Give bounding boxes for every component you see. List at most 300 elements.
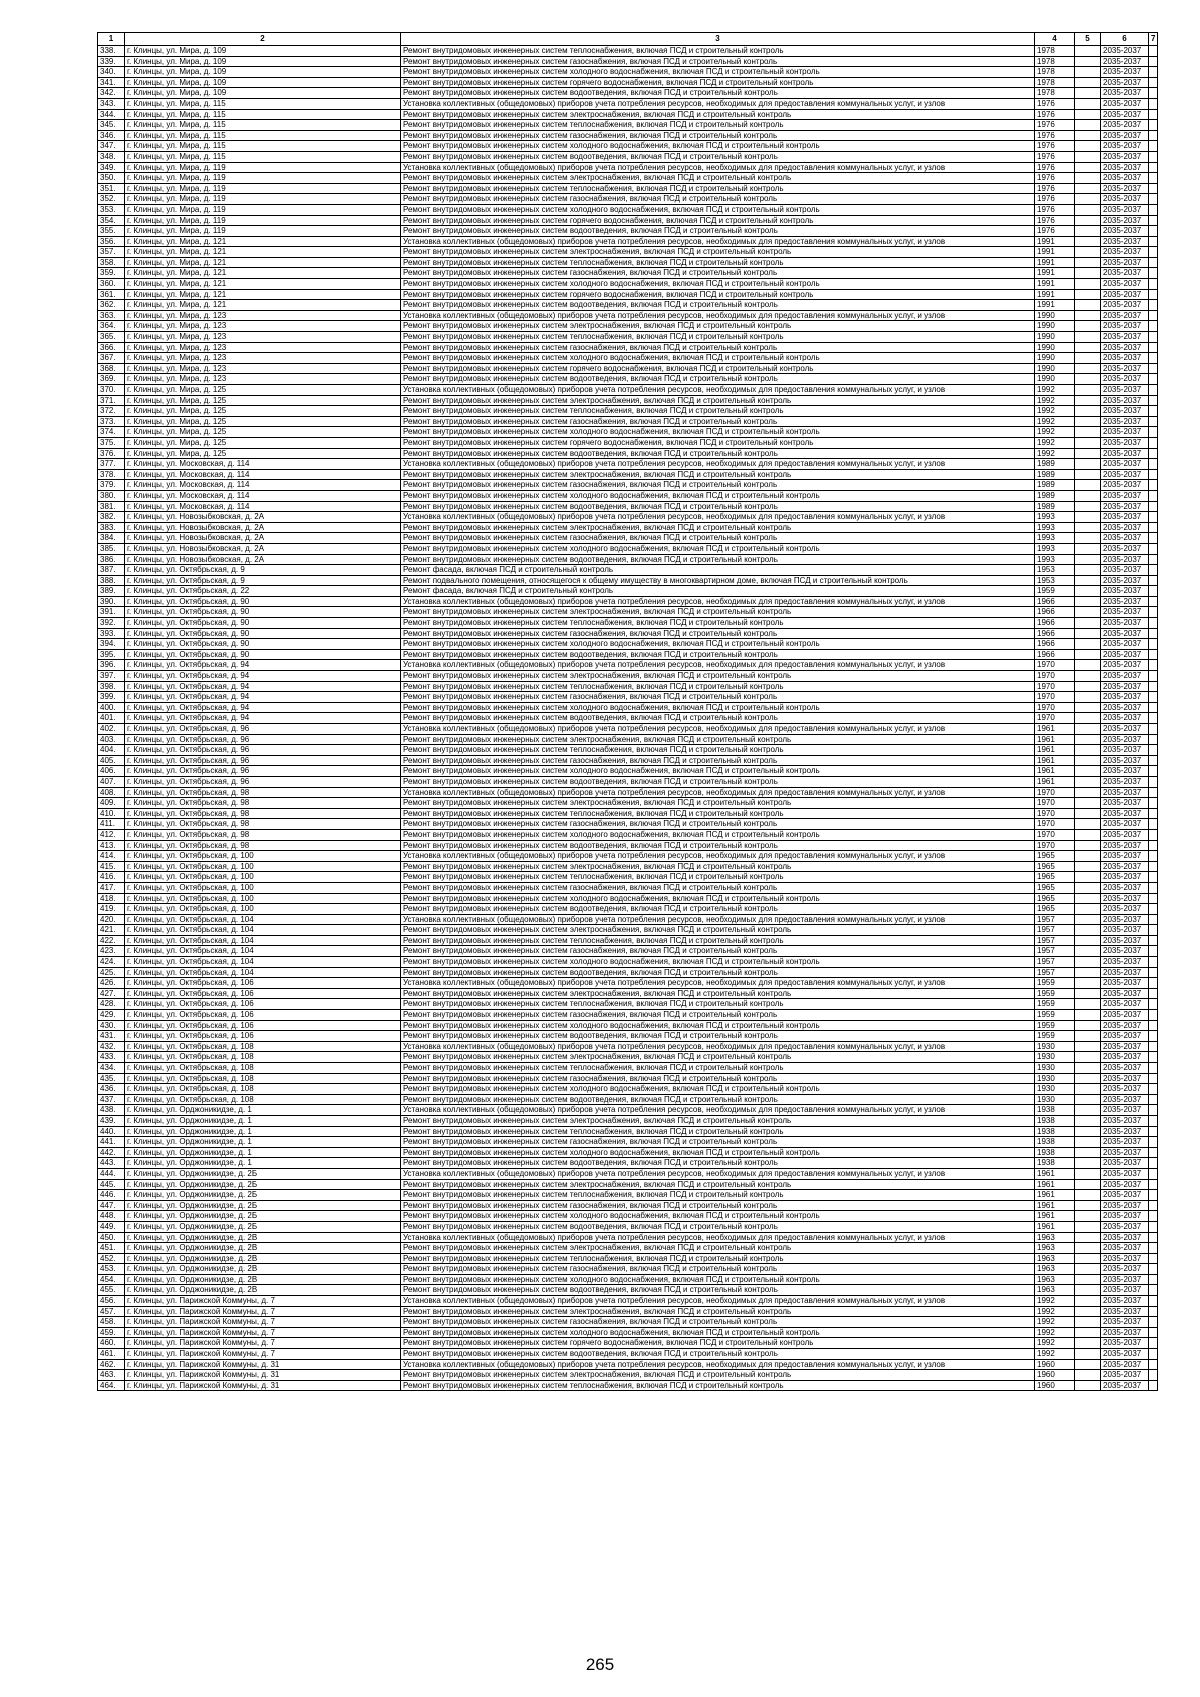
address-cell: г. Клинцы, ул. Орджоникидзе, д. 2Б: [125, 1211, 401, 1222]
row-number-cell: 388.: [98, 575, 125, 586]
row-number-cell: 411.: [98, 819, 125, 830]
period-cell: 2035-2037: [1101, 1264, 1149, 1275]
row-number-cell: 368.: [98, 363, 125, 374]
year-built-cell: 1961: [1035, 1200, 1075, 1211]
address-cell: г. Клинцы, ул. Октябрьская, д. 108: [125, 1084, 401, 1095]
column-7-cell: [1149, 1137, 1158, 1148]
period-cell: 2035-2037: [1101, 353, 1149, 364]
work-type-cell: Ремонт внутридомовых инженерных систем холодного водоснабжения, включая ПСД и строительный контроль: [401, 67, 1035, 78]
period-cell: 2035-2037: [1101, 469, 1149, 480]
year-built-cell: 1992: [1035, 406, 1075, 417]
address-cell: г. Клинцы, ул. Орджоникидзе, д. 2В: [125, 1243, 401, 1254]
row-number-cell: 398.: [98, 681, 125, 692]
column-5-cell: [1075, 501, 1101, 512]
period-cell: 2035-2037: [1101, 596, 1149, 607]
column-5-cell: [1075, 978, 1101, 989]
period-cell: 2035-2037: [1101, 819, 1149, 830]
column-5-cell: [1075, 1359, 1101, 1370]
year-built-cell: 1991: [1035, 257, 1075, 268]
column-7-cell: [1149, 1285, 1158, 1296]
work-type-cell: Установка коллективных (общедомовых) приборов учета потребления ресурсов, необходимых для предоставления коммунальных услуг, и узлов: [401, 1359, 1035, 1370]
period-cell: 2035-2037: [1101, 904, 1149, 915]
year-built-cell: 1930: [1035, 1063, 1075, 1074]
year-built-cell: 1970: [1035, 808, 1075, 819]
row-number-cell: 441.: [98, 1137, 125, 1148]
period-cell: 2035-2037: [1101, 1137, 1149, 1148]
table-row: [98, 512, 1158, 523]
column-5-cell: [1075, 1073, 1101, 1084]
table-row: [98, 162, 1158, 173]
column-7-cell: [1149, 459, 1158, 470]
work-type-cell: Ремонт внутридомовых инженерных систем газоснабжения, включая ПСД и строительный контроль: [401, 56, 1035, 67]
address-cell: г. Клинцы, ул. Московская, д. 114: [125, 480, 401, 491]
address-cell: г. Клинцы, ул. Октябрьская, д. 104: [125, 957, 401, 968]
row-number-cell: 347.: [98, 141, 125, 152]
row-number-cell: 410.: [98, 808, 125, 819]
address-cell: г. Клинцы, ул. Октябрьская, д. 90: [125, 596, 401, 607]
period-cell: 2035-2037: [1101, 692, 1149, 703]
row-number-cell: 430.: [98, 1020, 125, 1031]
column-5-cell: [1075, 776, 1101, 787]
work-type-cell: Ремонт внутридомовых инженерных систем газоснабжения, включая ПСД и строительный контроль: [401, 533, 1035, 544]
work-type-cell: Ремонт внутридомовых инженерных систем электроснабжения, включая ПСД и строительный контроль: [401, 861, 1035, 872]
address-cell: г. Клинцы, ул. Мира, д. 115: [125, 151, 401, 162]
period-cell: 2035-2037: [1101, 851, 1149, 862]
period-cell: 2035-2037: [1101, 512, 1149, 523]
table-row: [98, 321, 1158, 332]
column-5-cell: [1075, 1274, 1101, 1285]
year-built-cell: 1930: [1035, 1052, 1075, 1063]
table-row: [98, 872, 1158, 883]
address-cell: г. Клинцы, ул. Орджоникидзе, д. 2Б: [125, 1179, 401, 1190]
year-built-cell: 1993: [1035, 554, 1075, 565]
address-cell: г. Клинцы, ул. Мира, д. 115: [125, 141, 401, 152]
work-type-cell: Ремонт внутридомовых инженерных систем водоотведения, включая ПСД и строительный контроль: [401, 904, 1035, 915]
table-row: [98, 575, 1158, 586]
period-cell: 2035-2037: [1101, 385, 1149, 396]
address-cell: г. Клинцы, ул. Октябрьская, д. 104: [125, 914, 401, 925]
column-7-cell: [1149, 1317, 1158, 1328]
address-cell: г. Клинцы, ул. Мира, д. 119: [125, 215, 401, 226]
row-number-cell: 406.: [98, 766, 125, 777]
year-built-cell: 1989: [1035, 469, 1075, 480]
year-built-cell: 1993: [1035, 522, 1075, 533]
column-5-cell: [1075, 1115, 1101, 1126]
year-built-cell: 1966: [1035, 618, 1075, 629]
period-cell: 2035-2037: [1101, 173, 1149, 184]
row-number-cell: 366.: [98, 342, 125, 353]
table-row: [98, 533, 1158, 544]
table-row: [98, 1221, 1158, 1232]
column-7-cell: [1149, 988, 1158, 999]
work-type-cell: Ремонт внутридомовых инженерных систем электроснабжения, включая ПСД и строительный контроль: [401, 671, 1035, 682]
year-built-cell: 1961: [1035, 1221, 1075, 1232]
column-5-cell: [1075, 67, 1101, 78]
period-cell: 2035-2037: [1101, 480, 1149, 491]
column-5-cell: [1075, 724, 1101, 735]
address-cell: г. Клинцы, ул. Мира, д. 121: [125, 300, 401, 311]
period-cell: 2035-2037: [1101, 893, 1149, 904]
row-number-cell: 375.: [98, 437, 125, 448]
table-row: [98, 98, 1158, 109]
work-type-cell: Ремонт внутридомовых инженерных систем водоотведения, включая ПСД и строительный контроль: [401, 448, 1035, 459]
work-type-cell: Ремонт внутридомовых инженерных систем электроснабжения, включая ПСД и строительный контроль: [401, 798, 1035, 809]
row-number-cell: 348.: [98, 151, 125, 162]
column-5-cell: [1075, 1094, 1101, 1105]
row-number-cell: 344.: [98, 109, 125, 120]
work-type-cell: Ремонт внутридомовых инженерных систем водоотведения, включая ПСД и строительный контроль: [401, 1285, 1035, 1296]
year-built-cell: 1957: [1035, 935, 1075, 946]
column-5-cell: [1075, 946, 1101, 957]
column-5-cell: [1075, 268, 1101, 279]
address-cell: г. Клинцы, ул. Октябрьская, д. 108: [125, 1052, 401, 1063]
work-type-cell: Ремонт внутридомовых инженерных систем электроснабжения, включая ПСД и строительный контроль: [401, 1052, 1035, 1063]
column-5-cell: [1075, 427, 1101, 438]
year-built-cell: 1960: [1035, 1370, 1075, 1381]
address-cell: г. Клинцы, ул. Мира, д. 125: [125, 385, 401, 396]
work-type-cell: Ремонт внутридомовых инженерных систем газоснабжения, включая ПСД и строительный контроль: [401, 1010, 1035, 1021]
work-type-cell: Установка коллективных (общедомовых) приборов учета потребления ресурсов, необходимых для предоставления коммунальных услуг, и узлов: [401, 787, 1035, 798]
column-7-cell: [1149, 1105, 1158, 1116]
column-7-cell: [1149, 88, 1158, 99]
row-number-cell: 447.: [98, 1200, 125, 1211]
address-cell: г. Клинцы, ул. Октябрьская, д. 106: [125, 978, 401, 989]
column-number-header: 6: [1101, 33, 1149, 46]
row-number-cell: 415.: [98, 861, 125, 872]
table-row: [98, 745, 1158, 756]
address-cell: г. Клинцы, ул. Мира, д. 121: [125, 236, 401, 247]
row-number-cell: 340.: [98, 67, 125, 78]
table-row: [98, 1285, 1158, 1296]
column-5-cell: [1075, 957, 1101, 968]
column-5-cell: [1075, 98, 1101, 109]
address-cell: г. Клинцы, ул. Мира, д. 125: [125, 437, 401, 448]
table-row: [98, 628, 1158, 639]
column-7-cell: [1149, 247, 1158, 258]
work-type-cell: Ремонт внутридомовых инженерных систем теплоснабжения, включая ПСД и строительный контроль: [401, 618, 1035, 629]
year-built-cell: 1966: [1035, 596, 1075, 607]
table-row: [98, 406, 1158, 417]
work-type-cell: Ремонт внутридомовых инженерных систем водоотведения, включая ПСД и строительный контроль: [401, 1221, 1035, 1232]
address-cell: г. Клинцы, ул. Мира, д. 119: [125, 183, 401, 194]
table-row: [98, 1317, 1158, 1328]
address-cell: г. Клинцы, ул. Орджоникидзе, д. 1: [125, 1137, 401, 1148]
year-built-cell: 1976: [1035, 151, 1075, 162]
column-7-cell: [1149, 745, 1158, 756]
column-5-cell: [1075, 257, 1101, 268]
row-number-cell: 380.: [98, 490, 125, 501]
column-7-cell: [1149, 469, 1158, 480]
work-type-cell: Ремонт внутридомовых инженерных систем теплоснабжения, включая ПСД и строительный контроль: [401, 332, 1035, 343]
work-type-cell: Ремонт внутридомовых инженерных систем теплоснабжения, включая ПСД и строительный контроль: [401, 999, 1035, 1010]
column-7-cell: [1149, 363, 1158, 374]
column-7-cell: [1149, 829, 1158, 840]
year-built-cell: 1960: [1035, 1359, 1075, 1370]
row-number-cell: 352.: [98, 194, 125, 205]
period-cell: 2035-2037: [1101, 734, 1149, 745]
column-7-cell: [1149, 607, 1158, 618]
year-built-cell: 1965: [1035, 851, 1075, 862]
address-cell: г. Клинцы, ул. Октябрьская, д. 94: [125, 702, 401, 713]
row-number-cell: 426.: [98, 978, 125, 989]
year-built-cell: 1990: [1035, 332, 1075, 343]
row-number-cell: 351.: [98, 183, 125, 194]
work-type-cell: Ремонт внутридомовых инженерных систем горячего водоснабжения, включая ПСД и строительный контроль: [401, 363, 1035, 374]
address-cell: г. Клинцы, ул. Новозыбковская, д. 2А: [125, 512, 401, 523]
work-type-cell: Установка коллективных (общедомовых) приборов учета потребления ресурсов, необходимых для предоставления коммунальных услуг, и узлов: [401, 1041, 1035, 1052]
row-number-cell: 460.: [98, 1338, 125, 1349]
year-built-cell: 1978: [1035, 46, 1075, 57]
address-cell: г. Клинцы, ул. Октябрьская, д. 98: [125, 808, 401, 819]
work-type-cell: Ремонт внутридомовых инженерных систем горячего водоснабжения, включая ПСД и строительный контроль: [401, 77, 1035, 88]
column-7-cell: [1149, 151, 1158, 162]
column-7-cell: [1149, 1063, 1158, 1074]
column-5-cell: [1075, 289, 1101, 300]
column-5-cell: [1075, 829, 1101, 840]
row-number-cell: 384.: [98, 533, 125, 544]
table-row: [98, 141, 1158, 152]
column-5-cell: [1075, 1370, 1101, 1381]
period-cell: 2035-2037: [1101, 141, 1149, 152]
row-number-cell: 364.: [98, 321, 125, 332]
year-built-cell: 1961: [1035, 734, 1075, 745]
column-5-cell: [1075, 935, 1101, 946]
table-row: [98, 1349, 1158, 1360]
column-5-cell: [1075, 618, 1101, 629]
table-row: [98, 999, 1158, 1010]
row-number-cell: 446.: [98, 1190, 125, 1201]
year-built-cell: 1991: [1035, 236, 1075, 247]
column-7-cell: [1149, 776, 1158, 787]
work-type-cell: Установка коллективных (общедомовых) приборов учета потребления ресурсов, необходимых для предоставления коммунальных услуг, и узлов: [401, 1296, 1035, 1307]
column-7-cell: [1149, 724, 1158, 735]
address-cell: г. Клинцы, ул. Мира, д. 121: [125, 268, 401, 279]
address-cell: г. Клинцы, ул. Мира, д. 109: [125, 46, 401, 57]
column-7-cell: [1149, 692, 1158, 703]
address-cell: г. Клинцы, ул. Мира, д. 125: [125, 427, 401, 438]
repair-schedule-table: [97, 32, 1158, 1391]
year-built-cell: 1938: [1035, 1105, 1075, 1116]
year-built-cell: 1970: [1035, 660, 1075, 671]
row-number-cell: 445.: [98, 1179, 125, 1190]
work-type-cell: Ремонт внутридомовых инженерных систем электроснабжения, включая ПСД и строительный контроль: [401, 734, 1035, 745]
row-number-cell: 401.: [98, 713, 125, 724]
work-type-cell: Ремонт внутридомовых инженерных систем электроснабжения, включая ПСД и строительный контроль: [401, 395, 1035, 406]
column-5-cell: [1075, 692, 1101, 703]
table-row: [98, 257, 1158, 268]
column-7-cell: [1149, 660, 1158, 671]
work-type-cell: Ремонт внутридомовых инженерных систем водоотведения, включая ПСД и строительный контроль: [401, 1158, 1035, 1169]
address-cell: г. Клинцы, ул. Мира, д. 125: [125, 406, 401, 417]
row-number-cell: 456.: [98, 1296, 125, 1307]
table-row: [98, 1306, 1158, 1317]
work-type-cell: Ремонт внутридомовых инженерных систем газоснабжения, включая ПСД и строительный контроль: [401, 692, 1035, 703]
year-built-cell: 1961: [1035, 766, 1075, 777]
year-built-cell: 1978: [1035, 77, 1075, 88]
column-7-cell: [1149, 120, 1158, 131]
period-cell: 2035-2037: [1101, 1296, 1149, 1307]
column-number-header-row: [98, 33, 1158, 46]
year-built-cell: 1970: [1035, 798, 1075, 809]
year-built-cell: 1965: [1035, 882, 1075, 893]
row-number-cell: 407.: [98, 776, 125, 787]
table-row: [98, 861, 1158, 872]
address-cell: г. Клинцы, ул. Октябрьская, д. 108: [125, 1094, 401, 1105]
column-5-cell: [1075, 194, 1101, 205]
year-built-cell: 1963: [1035, 1243, 1075, 1254]
address-cell: г. Клинцы, ул. Мира, д. 121: [125, 289, 401, 300]
column-5-cell: [1075, 681, 1101, 692]
table-row: [98, 1327, 1158, 1338]
year-built-cell: 1992: [1035, 1306, 1075, 1317]
column-7-cell: [1149, 671, 1158, 682]
year-built-cell: 1976: [1035, 130, 1075, 141]
table-row: [98, 957, 1158, 968]
work-type-cell: Ремонт внутридомовых инженерных систем водоотведения, включая ПСД и строительный контроль: [401, 1094, 1035, 1105]
address-cell: г. Клинцы, ул. Мира, д. 119: [125, 173, 401, 184]
column-7-cell: [1149, 1370, 1158, 1381]
address-cell: г. Клинцы, ул. Орджоникидзе, д. 2В: [125, 1285, 401, 1296]
period-cell: 2035-2037: [1101, 236, 1149, 247]
period-cell: 2035-2037: [1101, 724, 1149, 735]
table-row: [98, 1063, 1158, 1074]
year-built-cell: 1970: [1035, 702, 1075, 713]
column-7-cell: [1149, 957, 1158, 968]
period-cell: 2035-2037: [1101, 1126, 1149, 1137]
column-5-cell: [1075, 702, 1101, 713]
address-cell: г. Клинцы, ул. Октябрьская, д. 98: [125, 798, 401, 809]
work-type-cell: Ремонт внутридомовых инженерных систем теплоснабжения, включая ПСД и строительный контроль: [401, 808, 1035, 819]
address-cell: г. Клинцы, ул. Октябрьская, д. 108: [125, 1041, 401, 1052]
address-cell: г. Клинцы, ул. Орджоникидзе, д. 2В: [125, 1264, 401, 1275]
period-cell: 2035-2037: [1101, 459, 1149, 470]
work-type-cell: Ремонт внутридомовых инженерных систем электроснабжения, включая ПСД и строительный контроль: [401, 173, 1035, 184]
work-type-cell: Ремонт внутридомовых инженерных систем водоотведения, включая ПСД и строительный контроль: [401, 713, 1035, 724]
table-row: [98, 787, 1158, 798]
row-number-cell: 367.: [98, 353, 125, 364]
period-cell: 2035-2037: [1101, 1232, 1149, 1243]
work-type-cell: Ремонт внутридомовых инженерных систем теплоснабжения, включая ПСД и строительный контроль: [401, 872, 1035, 883]
column-5-cell: [1075, 236, 1101, 247]
work-type-cell: Установка коллективных (общедомовых) приборов учета потребления ресурсов, необходимых для предоставления коммунальных услуг, и узлов: [401, 310, 1035, 321]
table-row: [98, 724, 1158, 735]
table-row: [98, 46, 1158, 57]
work-type-cell: Ремонт внутридомовых инженерных систем холодного водоснабжения, включая ПСД и строительный контроль: [401, 639, 1035, 650]
row-number-cell: 422.: [98, 935, 125, 946]
row-number-cell: 435.: [98, 1073, 125, 1084]
column-7-cell: [1149, 1380, 1158, 1391]
period-cell: 2035-2037: [1101, 575, 1149, 586]
column-5-cell: [1075, 1338, 1101, 1349]
address-cell: г. Клинцы, ул. Октябрьская, д. 98: [125, 840, 401, 851]
column-7-cell: [1149, 1158, 1158, 1169]
table-row: [98, 459, 1158, 470]
column-7-cell: [1149, 279, 1158, 290]
work-type-cell: Ремонт внутридомовых инженерных систем электроснабжения, включая ПСД и строительный контроль: [401, 321, 1035, 332]
column-5-cell: [1075, 766, 1101, 777]
period-cell: 2035-2037: [1101, 1338, 1149, 1349]
row-number-cell: 345.: [98, 120, 125, 131]
work-type-cell: Ремонт внутридомовых инженерных систем теплоснабжения, включая ПСД и строительный контроль: [401, 935, 1035, 946]
period-cell: 2035-2037: [1101, 554, 1149, 565]
column-7-cell: [1149, 798, 1158, 809]
work-type-cell: Ремонт внутридомовых инженерных систем газоснабжения, включая ПСД и строительный контроль: [401, 1137, 1035, 1148]
column-number-header: 7: [1149, 33, 1158, 46]
work-type-cell: Ремонт внутридомовых инженерных систем холодного водоснабжения, включая ПСД и строительный контроль: [401, 490, 1035, 501]
year-built-cell: 1992: [1035, 427, 1075, 438]
row-number-cell: 341.: [98, 77, 125, 88]
year-built-cell: 1959: [1035, 978, 1075, 989]
column-7-cell: [1149, 872, 1158, 883]
row-number-cell: 373.: [98, 416, 125, 427]
table-row: [98, 1158, 1158, 1169]
address-cell: г. Клинцы, ул. Октябрьская, д. 98: [125, 787, 401, 798]
column-7-cell: [1149, 1211, 1158, 1222]
address-cell: г. Клинцы, ул. Октябрьская, д. 100: [125, 904, 401, 915]
column-5-cell: [1075, 1137, 1101, 1148]
column-5-cell: [1075, 56, 1101, 67]
table-row: [98, 1084, 1158, 1095]
year-built-cell: 1959: [1035, 1020, 1075, 1031]
column-7-cell: [1149, 437, 1158, 448]
table-row: [98, 204, 1158, 215]
year-built-cell: 1991: [1035, 289, 1075, 300]
table-row: [98, 385, 1158, 396]
year-built-cell: 1989: [1035, 501, 1075, 512]
row-number-cell: 358.: [98, 257, 125, 268]
column-5-cell: [1075, 173, 1101, 184]
address-cell: г. Клинцы, ул. Мира, д. 115: [125, 98, 401, 109]
address-cell: г. Клинцы, ул. Орджоникидзе, д. 1: [125, 1115, 401, 1126]
column-7-cell: [1149, 1232, 1158, 1243]
row-number-cell: 403.: [98, 734, 125, 745]
table-row: [98, 427, 1158, 438]
row-number-cell: 369.: [98, 374, 125, 385]
table-row: [98, 151, 1158, 162]
column-number-header: 3: [401, 33, 1035, 46]
address-cell: г. Клинцы, ул. Новозыбковская, д. 2А: [125, 554, 401, 565]
period-cell: 2035-2037: [1101, 1094, 1149, 1105]
work-type-cell: Установка коллективных (общедомовых) приборов учета потребления ресурсов, необходимых для предоставления коммунальных услуг, и узлов: [401, 98, 1035, 109]
column-5-cell: [1075, 385, 1101, 396]
period-cell: 2035-2037: [1101, 1105, 1149, 1116]
period-cell: 2035-2037: [1101, 416, 1149, 427]
period-cell: 2035-2037: [1101, 194, 1149, 205]
table-row: [98, 363, 1158, 374]
period-cell: 2035-2037: [1101, 130, 1149, 141]
address-cell: г. Клинцы, ул. Октябрьская, д. 90: [125, 639, 401, 650]
row-number-cell: 439.: [98, 1115, 125, 1126]
column-5-cell: [1075, 882, 1101, 893]
work-type-cell: Ремонт внутридомовых инженерных систем газоснабжения, включая ПСД и строительный контроль: [401, 755, 1035, 766]
column-5-cell: [1075, 437, 1101, 448]
year-built-cell: 1965: [1035, 861, 1075, 872]
column-5-cell: [1075, 300, 1101, 311]
row-number-cell: 408.: [98, 787, 125, 798]
row-number-cell: 461.: [98, 1349, 125, 1360]
row-number-cell: 444.: [98, 1168, 125, 1179]
table-row: [98, 808, 1158, 819]
table-row: [98, 88, 1158, 99]
period-cell: 2035-2037: [1101, 1147, 1149, 1158]
table-row: [98, 448, 1158, 459]
column-7-cell: [1149, 808, 1158, 819]
column-5-cell: [1075, 840, 1101, 851]
address-cell: г. Клинцы, ул. Мира, д. 121: [125, 279, 401, 290]
work-type-cell: Ремонт внутридомовых инженерных систем водоотведения, включая ПСД и строительный контроль: [401, 967, 1035, 978]
period-cell: 2035-2037: [1101, 98, 1149, 109]
column-7-cell: [1149, 914, 1158, 925]
